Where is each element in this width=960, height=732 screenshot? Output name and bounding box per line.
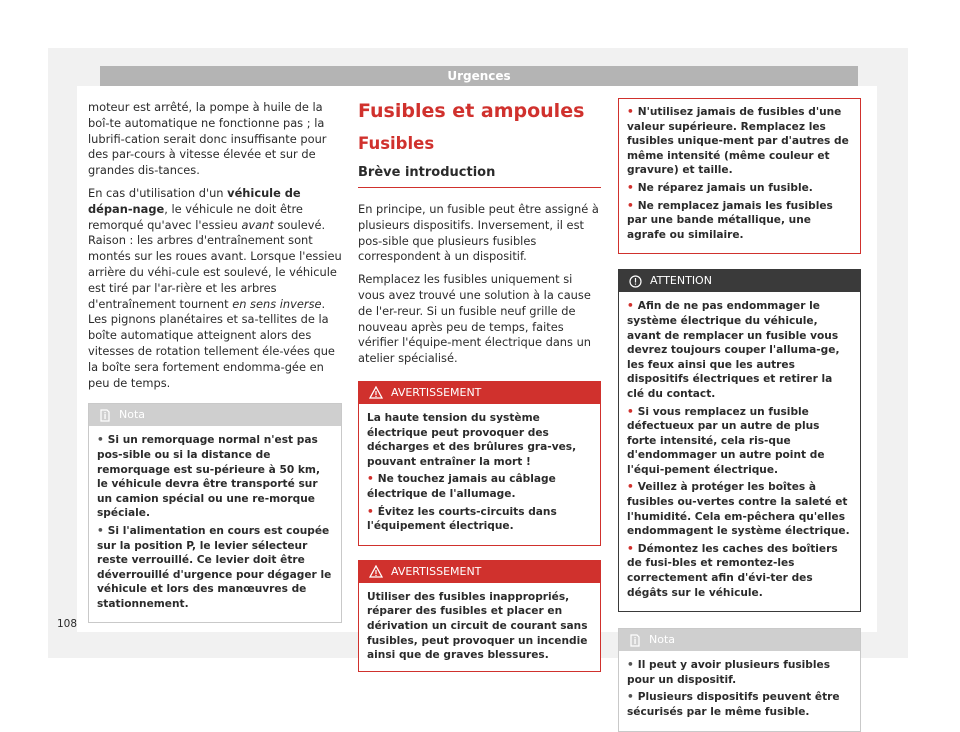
list-item: • Ne touchez jamais au câblage électrique de l'allumage.: [367, 473, 556, 500]
list-item-text: Ne remplacez jamais les fusibles par une bande métallique, une agrafe ou similaire.: [627, 199, 833, 241]
list-item-text: Démontez les caches des boîtiers de fusi-bles et remontez-les correctement afin d'évi-ter des dégâts sur le véhicule.: [627, 542, 838, 599]
nota-title: Nota: [119, 408, 146, 422]
list-item-text: N'utilisez jamais de fusibles d'une valeur supérieure. Remplacez les fusibles unique-ment par d'autres de même intensité (même couleur et gravure) et taille.: [627, 106, 849, 177]
warning-box-2: [358, 560, 601, 672]
list-item: • Si vous remplacez un fusible défectueux par un autre de plus forte intensité, cela ris-que d'endommager un autre point de l'équi-pement électrique.: [627, 405, 825, 476]
info-icon: [99, 409, 111, 422]
list-item: • Afin de ne pas endommager le système électrique du véhicule, avant de remplacer un fusible vous devrez toujours couper l'alluma-ge, les feux ainsi que les autres dispositifs électriques et retirer la clé du contact.: [627, 300, 840, 400]
list-item: • Ne réparez jamais un fusible.: [627, 181, 813, 194]
warning-title-bar: [359, 561, 600, 583]
heading-3: Brève introduction: [358, 164, 601, 188]
column-right: [618, 100, 861, 732]
warning-title: AVERTISSEMENT: [391, 564, 482, 578]
warning-triangle-icon: [369, 565, 383, 578]
list-item-text: Si l'alimentation en cours est coupée sur la position P, le levier sélecteur reste verrouillé. Ce levier doit être déverrouillé d'urgence pour dégager le véhicule et lors des manœuvres de stationnement.: [97, 524, 332, 610]
nota-title-bar: [89, 404, 341, 426]
list-item: • Il peut y avoir plusieurs fusibles pour un dispositif.: [627, 659, 831, 686]
text-run-bold: véhicule de dépan-nage: [88, 185, 301, 216]
text-run: , le véhicule ne doit être remorqué qu'avec l'essieu: [88, 201, 303, 232]
heading-1: Fusibles et ampoules: [358, 100, 585, 122]
list-item-text: Veillez à protéger les boîtes à fusibles ou-vertes contre la saleté et l'humidité. Cela em-pêchera qu'elles endommagent le système électrique.: [627, 481, 850, 538]
list-item-text: Si vous remplacez un fusible défectueux par un autre de plus forte intensité, cela ris-que d'endommager un autre point de l'équi-pement électrique.: [627, 405, 825, 476]
column-middle: [358, 100, 601, 672]
text-run: soulevé. Raison : les arbres d'entraînement sont montés sur les roues avant. Lorsque l'essieu arrière du véhi-cule est soulevé, le véhicule est tiré par l'ar-rière et les arbres d'entraînement tournent: [88, 217, 342, 311]
list-item: • Plusieurs dispositifs peuvent être sécurisés par le même fusible.: [627, 691, 840, 718]
nota-title: Nota: [649, 633, 676, 647]
info-icon: [629, 634, 641, 647]
text-run-italic: en sens inverse: [232, 296, 322, 311]
paragraph: moteur est arrêté, la pompe à huile de la boî-te automatique ne fonctionne pas ; la lubrifi-cation serait donc insuffisante pour des par-cours à vitesse élevée et sur de grandes dis-tances.: [88, 100, 327, 178]
warning-box-1: [358, 381, 601, 546]
attention-title: ATTENTION: [650, 274, 712, 288]
attention-title-bar: [619, 270, 860, 292]
nota-title-bar: [619, 629, 860, 651]
list-item-text: Plusieurs dispositifs peuvent être sécurisés par le même fusible.: [627, 691, 840, 718]
paragraph-towing: [88, 186, 342, 391]
list-item-text: Évitez les courts-circuits dans l'équipement électrique.: [367, 505, 557, 533]
nota-box: [88, 403, 342, 623]
text-run: . Les pignons planétaires et sa-tellites de la boîte automatique atteignent alors des vitesses de rotation tellement éle-vées que la boîte sera fortement endomma-gée en peu de temps.: [88, 296, 335, 390]
text-run-italic: avant: [241, 217, 274, 232]
warning-continued-box: [618, 98, 861, 254]
warning-title: AVERTISSEMENT: [391, 385, 482, 399]
attention-circle-icon: [629, 275, 642, 288]
list-item: • Démontez les caches des boîtiers de fusi-bles et remontez-les correctement afin d'évi-ter des dégâts sur le véhicule.: [627, 542, 838, 599]
list-item: • Ne remplacez jamais les fusibles par une bande métallique, une agrafe ou similaire.: [627, 199, 833, 241]
warning-title-bar: [359, 382, 600, 404]
list-item: • N'utilisez jamais de fusibles d'une valeur supérieure. Remplacez les fusibles unique-ment par d'autres de même intensité (même couleur et gravure) et taille.: [627, 106, 849, 177]
attention-box: [618, 269, 861, 612]
nota-box: [618, 628, 861, 731]
list-item: • Évitez les courts-circuits dans l'équipement électrique.: [367, 505, 557, 533]
list-item: • Si l'alimentation en cours est coupée sur la position P, le levier sélecteur reste verrouillé. Ce levier doit être déverrouillé d'urgence pour dégager le véhicule et lors des manœuvres de stationnement.: [97, 524, 332, 610]
warning-text: Utiliser des fusibles inappropriés, réparer des fusibles et placer en dérivation un circuit de courant sans fusibles, peut provoquer un incendie ainsi que de graves blessures.: [367, 590, 588, 662]
list-item: • Veillez à protéger les boîtes à fusibles ou-vertes contre la saleté et l'humidité. Cela em-pêchera qu'elles endommagent le système électrique.: [627, 481, 850, 538]
warning-text: La haute tension du système électrique peut provoquer des décharges et des brûlures gra-ves, pouvant entraîner la mort !: [367, 411, 577, 468]
text-run: En cas d'utilisation d'un: [88, 185, 228, 200]
paragraph: En principe, un fusible peut être assigné à plusieurs dispositifs. Inversement, il est pos-sible que plusieurs fusibles correspondent à un dispositif.: [358, 202, 599, 264]
list-item-text: Ne touchez jamais au câblage électrique de l'allumage.: [367, 473, 556, 500]
list-item-text: Il peut y avoir plusieurs fusibles pour un dispositif.: [627, 659, 831, 686]
list-item: • Si un remorquage normal n'est pas pos-sible ou si la distance de remorquage est su-périeure à 50 km, le véhicule devra être transporté sur un camion spécial ou une re-morque spéciale.: [97, 434, 320, 520]
section-header: Urgences: [100, 66, 858, 86]
list-item-text: Ne réparez jamais un fusible.: [637, 181, 813, 194]
heading-2: Fusibles: [358, 134, 435, 153]
column-left: [88, 100, 342, 623]
paragraph: Remplacez les fusibles uniquement si vous avez trouvé une solution à la cause de l'er-reur. Si un fusible neuf grille de nouveau après peu de temps, faites vérifier l'équipe-ment électrique dans un atelier spécialisé.: [358, 272, 592, 366]
list-item-text: Afin de ne pas endommager le système électrique du véhicule, avant de remplacer un fusible vous devrez toujours couper l'alluma-ge, les feux ainsi que les autres dispositifs électriques et retirer la clé du contact.: [627, 300, 840, 400]
warning-triangle-icon: [369, 386, 383, 399]
list-item-text: Si un remorquage normal n'est pas pos-sible ou si la distance de remorquage est su-périeure à 50 km, le véhicule devra être transporté sur un camion spécial ou une re-morque spéciale.: [97, 434, 320, 520]
page-number: 108: [57, 618, 78, 630]
